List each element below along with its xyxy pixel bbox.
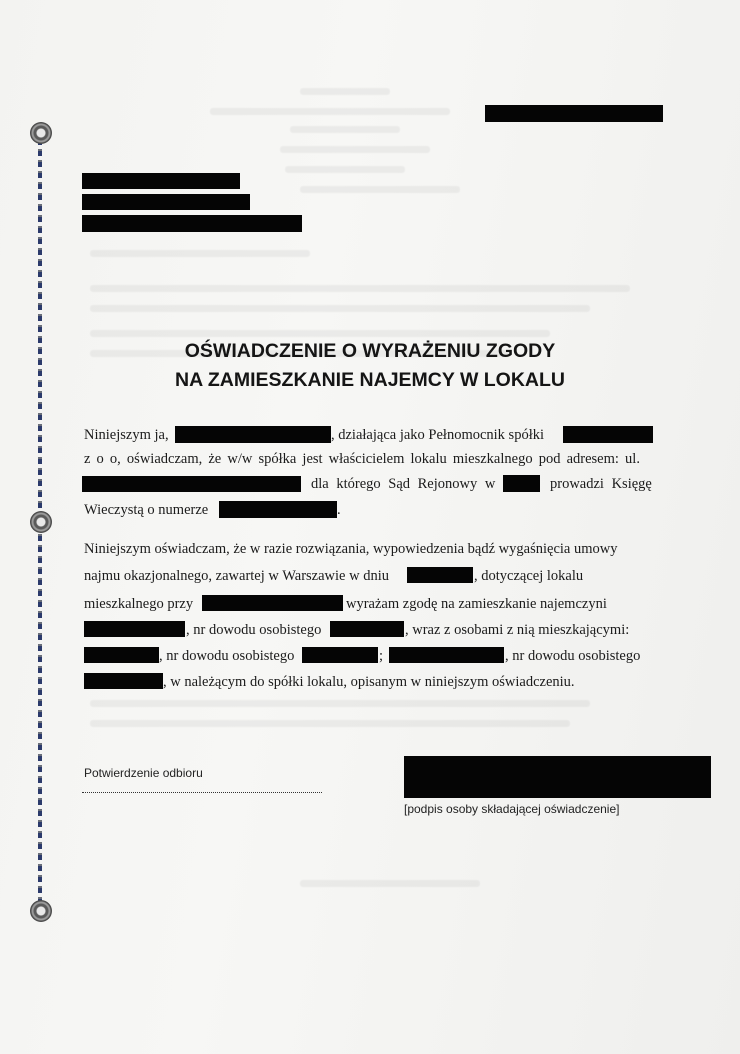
binding-ring-top [30,122,52,144]
redacted-declarant-name [175,426,331,443]
p2-line4-text-a: , nr dowodu osobistego [186,622,322,638]
redacted-court-city [503,475,540,492]
redacted-sender-address [82,194,250,210]
p2-line6-text: , w należącym do spółki lokalu, opisanym w niniejszym oświadczeniu. [163,674,575,690]
document-title-line-2: NA ZAMIESZKANIE NAJEMCY W LOKALU [175,369,565,391]
p2-line5-text-a: , nr dowodu osobistego [159,648,295,664]
redacted-company-name [563,426,653,443]
redacted-sender-name [82,173,240,189]
redacted-recipient-header [485,105,663,122]
redacted-cohabitant-2-id [84,673,163,689]
redacted-tenant-name [84,621,185,637]
signature-caption: [podpis osoby składającej oświadczenie] [404,802,620,816]
document-title-line-1: OŚWIADCZENIE O WYRAŻENIU ZGODY [184,340,556,362]
p1-line2-text: z o o, oświadczam, że w/w spółka jest właścicielem lokalu mieszkalnego pod adresem: ul. [84,451,640,467]
binding-ring-middle [30,511,52,533]
redacted-cohabitant-2-name [389,647,504,663]
redacted-cohabitant-1-name [84,647,159,663]
p2-line3-text-a: mieszkalnego przy [84,596,194,612]
redacted-land-register-number [219,501,337,518]
p2-line5-text-b: ; [379,648,384,664]
p1-line1-text-a: Niniejszym ja, [84,427,169,443]
p1-line4-text-b: . [337,502,341,518]
p1-line3-text-b: prowadzi Księgę [550,476,652,492]
redacted-signature-block [404,756,711,798]
p2-line2-text-a: najmu okazjonalnego, zawartej w Warszawie w dniu [84,568,389,584]
p1-line3-text-a: dla którego Sąd Rejonowy w [311,476,496,492]
p2-line4-text-b: , wraz z osobami z nią mieszkającymi: [405,622,630,638]
p2-line2-text-b: , dotyczącej lokalu [474,568,584,584]
redacted-sender-city [82,215,302,232]
redacted-cohabitant-1-id [302,647,378,663]
p2-line3-text-b: wyrażam zgodę na zamieszkanie najemczyni [346,596,607,612]
redacted-premises-address [202,595,343,611]
p2-line5-text-c: , nr dowodu osobistego [505,648,641,664]
p1-line4-text-a: Wieczystą o numerze [84,502,209,518]
receipt-signature-dotted-line [82,792,322,793]
redacted-tenant-id-number [330,621,404,637]
p1-line1-text-b: , działająca jako Pełnomocnik spółki [331,427,545,443]
redacted-contract-date [407,567,473,583]
p2-line1-text: Niniejszym oświadczam, że w razie rozwiązania, wypowiedzenia bądź wygaśnięcia umowy [84,541,618,557]
receipt-confirmation-label: Potwierdzenie odbioru [84,766,203,780]
redacted-street-address [82,476,301,492]
binding-ring-bottom [30,900,52,922]
